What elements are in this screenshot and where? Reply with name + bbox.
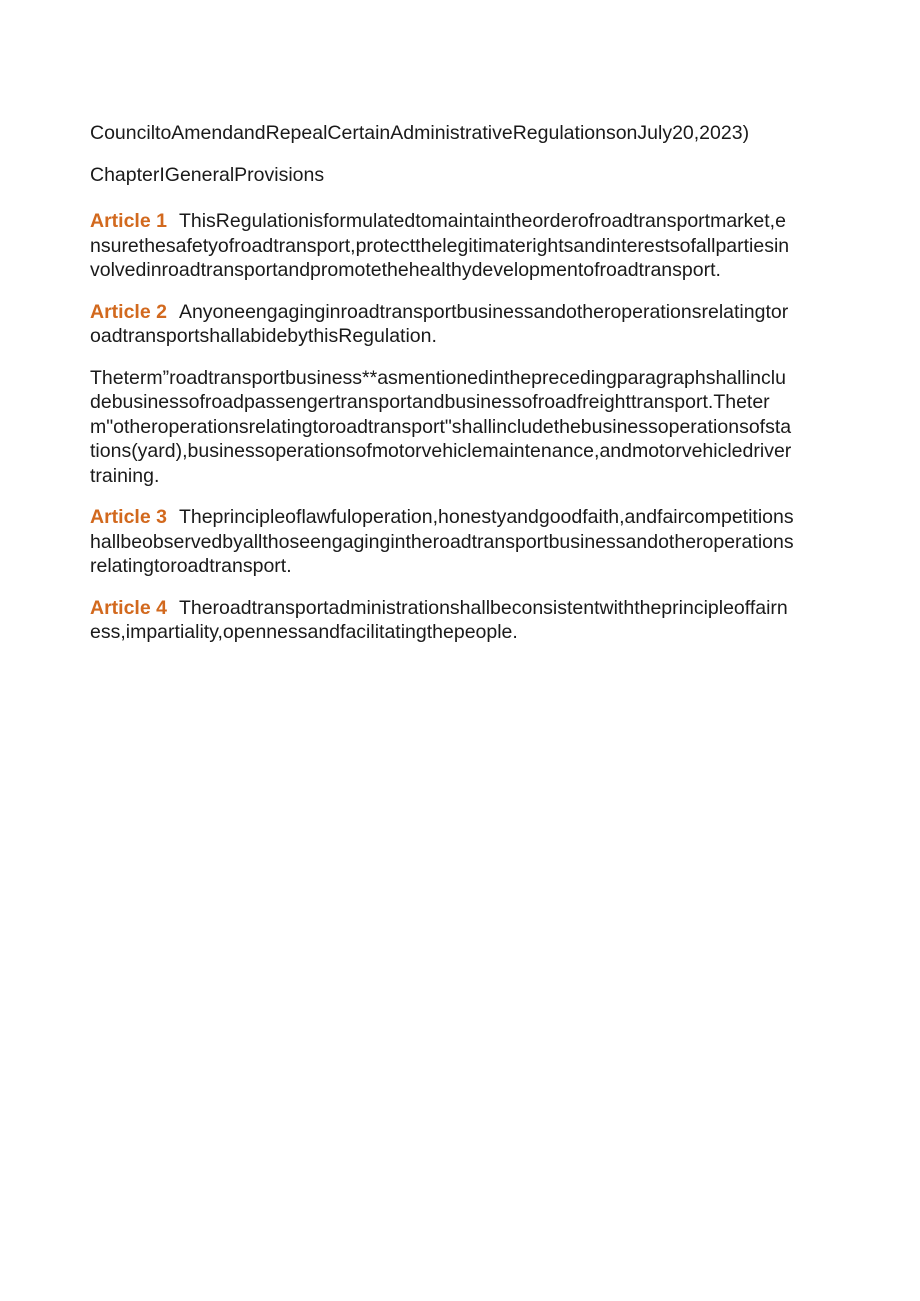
article-1 (90, 209, 796, 283)
article-2 (90, 300, 796, 349)
article-2-paragraph-2: Theterm”roadtransportbusiness**asmentionedintheprecedingparagraphshallincludebusinessofroadpassengertransportandbusinessofroadfreighttransport.Theterm"otheroperationsrelatingtoroadtransport"shallincludethebusinessoperationsofstations(yard),businessoperationsofmotorvehiclemaintenance,andmotorvehicledrivertraining. (90, 366, 792, 487)
article-1-label: Article 1 (90, 210, 167, 232)
article-3 (90, 505, 796, 579)
article-3-text: Theprincipleoflawfuloperation,honestyandgoodfaith,andfaircompetitionshallbeobservedbyallthoseengagingintheroadtransportbusinessandotheroperationsrelatingtoroadtransport. (90, 506, 794, 577)
article-4-label: Article 4 (90, 596, 167, 619)
article-2-text: AnyoneengaginginroadtransportbusinessandotheroperationsrelatingtoroadtransportshallabidebythisRegulation. (90, 300, 789, 347)
document-page (90, 121, 796, 662)
article-1-text: ThisRegulationisformulatedtomaintaintheorderofroadtransportmarket,ensurethesafetyofroadtransport,protectthelegitimaterightsandinterestsofallpartiesinvolvedinroadtransportandpromotethehealthydevelopmentofroadtransport. (90, 210, 790, 281)
intro-text: CounciltoAmendandRepealCertainAdministrativeRegulationsonJuly20,2023) (90, 122, 750, 144)
chapter-heading: ChapterIGeneralProvisions (90, 163, 325, 186)
article-2-label: Article 2 (90, 300, 167, 323)
article-3-label: Article 3 (90, 506, 167, 528)
article-4 (90, 596, 796, 645)
article-4-text: Theroadtransportadministrationshallbeconsistentwiththeprincipleoffairness,impartiality,opennessandfacilitatingthepeople. (90, 596, 788, 643)
